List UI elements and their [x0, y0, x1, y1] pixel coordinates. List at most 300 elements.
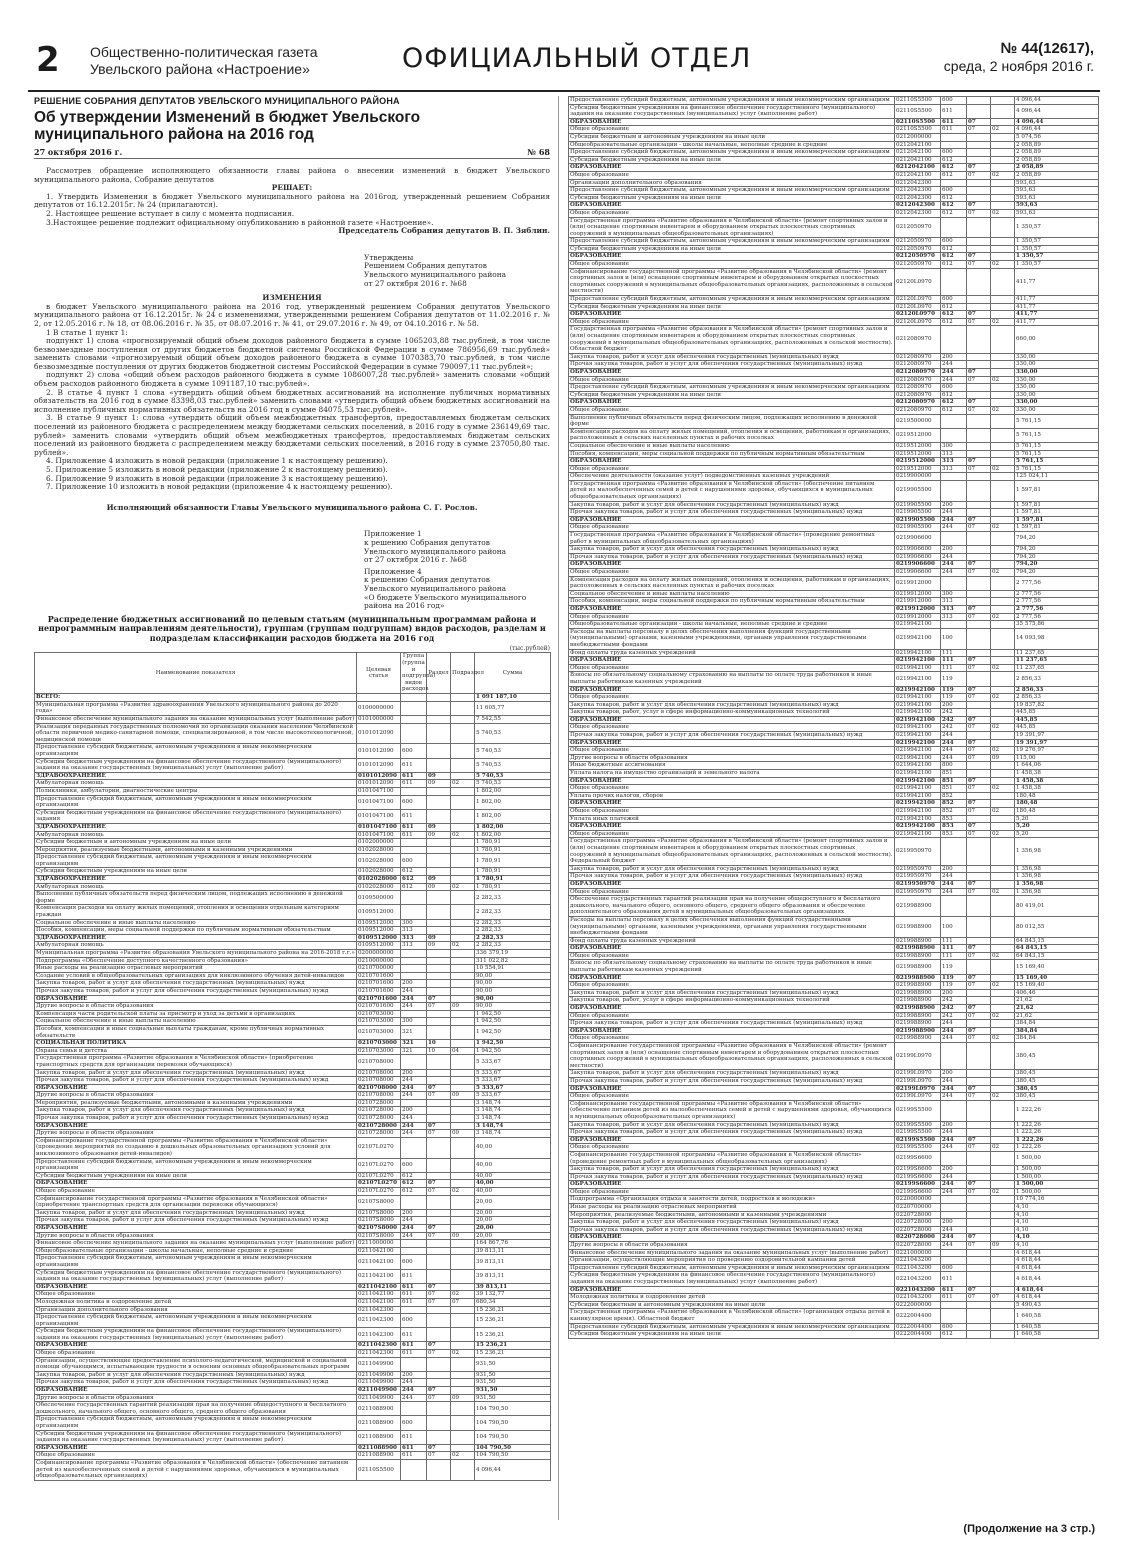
cell-target	[357, 694, 401, 702]
table-row	[569, 561, 1099, 569]
cell-group: 612	[941, 303, 967, 311]
table-row	[35, 1452, 551, 1460]
cell-target: 02107L0270	[357, 1137, 401, 1158]
cell-group: 244	[401, 995, 427, 1003]
cell-name: Предоставление субсидий бюджетным, автономным учреждениям и иным некоммерческим организациям	[569, 1323, 895, 1331]
cell-target: 0219905500	[895, 480, 941, 501]
cell-name: ОБРАЗОВАНИЕ	[569, 739, 895, 747]
cell-sum: 5 761,15	[1015, 414, 1099, 428]
cell-sum: 15 169,40	[1015, 960, 1099, 974]
cell-subsection	[991, 268, 1015, 295]
cell-group: 611	[941, 1294, 967, 1302]
cell-group: 244	[941, 569, 967, 577]
table-row	[569, 553, 1099, 561]
cell-subsection	[991, 1331, 1015, 1339]
cell-group: 244	[941, 1226, 967, 1234]
cell-group: 611	[401, 1328, 427, 1342]
cell-sum: 40,00	[475, 1137, 551, 1158]
table-row	[569, 732, 1099, 740]
table-row	[569, 428, 1099, 442]
cell-subsection	[991, 1173, 1015, 1181]
table-row	[569, 747, 1099, 755]
cell-name: Компенсация расходов на оплату жилых помещений, отопления и освещения отдельным категориям граждан	[35, 905, 357, 919]
cell-section: 07	[967, 1188, 991, 1196]
cell-group: 611	[941, 1286, 967, 1294]
cell-group: 612	[941, 399, 967, 407]
cell-subsection	[991, 672, 1015, 686]
cell-sum: 406,46	[1015, 989, 1099, 997]
cell-target: 0219988900	[895, 960, 941, 974]
table-row	[569, 1226, 1099, 1234]
table-row	[569, 989, 1099, 997]
cell-name: Общее образование	[569, 694, 895, 702]
cell-name: Амбулаторная помощь	[35, 831, 357, 839]
table-row	[569, 156, 1099, 164]
cell-subsection	[991, 732, 1015, 740]
cell-section	[967, 628, 991, 649]
cell-group	[941, 141, 967, 149]
cell-group: 242	[941, 1012, 967, 1020]
cell-subsection	[991, 960, 1015, 974]
cell-sum: 10 554,91	[475, 965, 551, 973]
cell-subsection: 02	[991, 1035, 1015, 1043]
cell-name: Общее образование	[569, 1188, 895, 1196]
cell-group	[941, 1043, 967, 1070]
cell-name: Общее образование	[569, 524, 895, 532]
table-row	[569, 118, 1099, 126]
cell-target: 0212042300	[895, 209, 941, 217]
cell-subsection	[991, 1264, 1015, 1272]
cell-section	[967, 598, 991, 606]
table-row	[569, 1309, 1099, 1323]
cell-sum: 1 802,00	[475, 795, 551, 809]
cell-section: 07	[427, 995, 451, 1003]
cell-target: 0219950970	[895, 880, 941, 888]
cell-subsection: 07	[991, 1294, 1015, 1302]
cell-section	[427, 1107, 451, 1115]
cell-section	[427, 957, 451, 965]
cell-section	[427, 972, 451, 980]
cell-sum: 1 802,00	[475, 831, 551, 839]
cell-name: ОБРАЗОВАНИЕ	[569, 823, 895, 831]
cell-sum: 593,63	[1015, 202, 1099, 210]
table-row	[35, 1357, 551, 1371]
cell-target: 0219906600	[895, 553, 941, 561]
table-row	[569, 709, 1099, 717]
cell-subsection	[451, 809, 475, 823]
cell-group: 244	[401, 1115, 427, 1123]
cell-sum: 104 790,50	[475, 1452, 551, 1460]
table-row	[35, 1298, 551, 1306]
cell-section: 07	[967, 945, 991, 953]
cell-name: Закупка товаров, работ и услуг для обеспечения государственных (муниципальных) нужд	[569, 1070, 895, 1078]
table-row	[569, 1085, 1099, 1093]
cell-sum: 5,20	[1015, 830, 1099, 838]
cell-sum: 5,20	[1015, 823, 1099, 831]
cell-sum: 330,00	[1015, 399, 1099, 407]
cell-name: Общее образование	[35, 1188, 357, 1196]
table-row	[35, 823, 551, 831]
cell-target: 0219942100	[895, 815, 941, 823]
cell-section	[427, 1137, 451, 1158]
table-row	[569, 368, 1099, 376]
cell-section: 07	[967, 516, 991, 524]
cell-name: Субсидии бюджетным учреждениям на иные цели	[569, 156, 895, 164]
cell-name: Другие вопросы в области образования	[35, 1232, 357, 1240]
cell-subsection	[451, 823, 475, 831]
cell-section: 07	[967, 1012, 991, 1020]
cell-section: 07	[967, 747, 991, 755]
cell-sum: 20,00	[475, 1217, 551, 1225]
table-row	[35, 839, 551, 847]
cell-name: Софинансирование государственной программы «Развитие образования в Челябинской области» (ремонт спортивных залов и (или) оснащение спортивным инвентарем и оборудованием открытых плоскостных спортивных сооружений в муниципальных общеобразовательных организациях, расположенных в сельской местности)	[570, 1043, 893, 1069]
cell-section: 10	[427, 1040, 451, 1048]
cell-name: Общее образование	[569, 171, 895, 179]
cell-target: 0220000000	[895, 1196, 941, 1204]
cell-group: 200	[941, 1166, 967, 1174]
cell-sum: 1 597,81	[1015, 509, 1099, 517]
cell-section: 07	[967, 605, 991, 613]
cell-name: ОБРАЗОВАНИЕ	[569, 1234, 895, 1242]
cell-subsection	[991, 353, 1015, 361]
cell-sum: 19 276,97	[1015, 747, 1099, 755]
cell-sum: 35 575,86	[1015, 621, 1099, 629]
cell-subsection	[991, 368, 1015, 376]
table-row	[569, 598, 1099, 606]
cell-subsection	[991, 823, 1015, 831]
cell-name: Прочая закупка товаров, работ и услуг для обеспечения государственных (муниципальных) нужд	[569, 873, 895, 881]
cell-group: 244	[941, 873, 967, 881]
cell-sum: 2 058,89	[1015, 141, 1099, 149]
table-row	[569, 1144, 1099, 1152]
cell-name: Мероприятия, реализуемые бюджетными, автономными и казенными учреждениями	[35, 1099, 357, 1107]
cell-subsection	[991, 1272, 1015, 1286]
cell-section: 07	[427, 1444, 451, 1452]
cell-group	[941, 179, 967, 187]
cell-section: 07	[967, 1005, 991, 1013]
cell-group: 852	[941, 792, 967, 800]
cell-name: Иные расходы на реализацию отраслевых мероприятий	[35, 965, 357, 973]
cell-group	[941, 1151, 967, 1165]
cell-subsection	[991, 1121, 1015, 1129]
cell-name: Организации, осуществляющие предоставление психолого-педагогической, медицинской и социальной помощи обучающимся, испытывающим трудности в освоении основных общеобразовательных программ	[35, 1357, 357, 1371]
cell-subsection: 02	[991, 694, 1015, 702]
cell-group: 612	[941, 1331, 967, 1339]
cell-target: 02199L0970	[895, 1070, 941, 1078]
cell-name: Иные бюджетные ассигнования	[569, 762, 895, 770]
table-row	[35, 1077, 551, 1085]
cell-subsection: 02	[991, 126, 1015, 134]
cell-sum: 64 843,15	[1015, 945, 1099, 953]
cell-subsection: 04	[451, 1047, 475, 1055]
cell-target: 0219942100	[895, 657, 941, 665]
cell-group: 111	[941, 952, 967, 960]
cell-section	[967, 1043, 991, 1070]
cell-name: Общее образование	[569, 785, 895, 793]
cell-subsection: 02	[991, 1093, 1015, 1101]
cell-name: Общее образование	[569, 613, 895, 621]
table-row	[569, 238, 1099, 246]
cell-name: Расходы на выплаты персоналу в целях обеспечения выполнения функций государственными (муниципальными) органами, казенными учреждениями, органами управления государственными внебюджетными фондами	[569, 916, 895, 937]
cell-section	[967, 1323, 991, 1331]
cell-section	[427, 795, 451, 809]
cell-name: Взносы по обязательному социальному страхованию на выплаты по оплате труда работников и иные выплаты работникам казенных учреждений	[569, 960, 895, 974]
cell-name: Предоставление субсидий бюджетным, автономным учреждениям и иным некоммерческим организациям	[569, 149, 895, 157]
cell-subsection	[451, 839, 475, 847]
issue-number: № 44(12617),	[1000, 40, 1094, 57]
cell-target: 0219942100	[895, 823, 941, 831]
cell-group: 244	[941, 1129, 967, 1137]
table-row	[569, 621, 1099, 629]
table-row	[35, 701, 551, 715]
cell-name: Общее образование	[569, 1144, 895, 1152]
table-row	[569, 945, 1099, 953]
cell-group: 244	[941, 1136, 967, 1144]
cell-subsection	[991, 311, 1015, 319]
cell-sum: 1 458,38	[1015, 770, 1099, 778]
cell-section: 07	[427, 1283, 451, 1291]
cell-sum: 15 169,40	[1015, 982, 1099, 990]
cell-section	[967, 997, 991, 1005]
cell-group: 611	[401, 1269, 427, 1283]
cell-name: Общее образование	[569, 724, 895, 732]
cell-target: 0220728000	[895, 1211, 941, 1219]
cell-subsection	[451, 1283, 475, 1291]
cell-group: 611	[941, 104, 967, 118]
cell-group: 244	[401, 1084, 427, 1092]
cell-section: 07	[427, 1452, 451, 1460]
cell-section: 07	[427, 1084, 451, 1092]
cell-section	[427, 787, 451, 795]
cell-target: 0109512000	[357, 905, 401, 919]
cell-sum: 330,00	[1015, 368, 1099, 376]
cell-name: Софинансирование государственной программы «Развитие образования в Челябинской области» (приобретение транспортных средств для организации перевозки обучающихся)	[35, 1195, 357, 1209]
cell-name: Общее образование	[569, 808, 895, 816]
cell-section: 07	[967, 1136, 991, 1144]
changes-c1: 1 В статье 1 пункт 1:	[46, 327, 128, 337]
cell-group: 200	[401, 1069, 427, 1077]
table-row	[569, 194, 1099, 202]
cell-sum: 330,00	[1015, 361, 1099, 369]
cell-sum: 384,84	[1015, 1020, 1099, 1028]
cell-subsection	[991, 770, 1015, 778]
cell-section	[427, 716, 451, 724]
cell-target: 02107L0270	[357, 1180, 401, 1188]
table-row	[569, 952, 1099, 960]
cell-target: 0219988900	[895, 1005, 941, 1013]
cell-subsection	[451, 1357, 475, 1371]
cell-section	[967, 238, 991, 246]
cell-sum: 593,63	[1015, 187, 1099, 195]
cell-name: ОБРАЗОВАНИЕ	[569, 164, 895, 172]
table-row	[569, 792, 1099, 800]
decision-p3: 3.Настоящее решение подлежит официальному опубликованию в районной газете «Настроение».	[46, 217, 434, 227]
cell-section	[967, 815, 991, 823]
cell-subsection	[991, 509, 1015, 517]
decision-date: 27 октября 2016 г.	[34, 147, 123, 157]
cell-group: 244	[941, 1093, 967, 1101]
cell-section	[967, 621, 991, 629]
table-row	[569, 982, 1099, 990]
cell-name: Предоставление субсидий бюджетным, автономным учреждениям и иным некоммерческим организациям	[35, 795, 357, 809]
cell-group	[941, 621, 967, 629]
cell-section	[967, 1272, 991, 1286]
cell-group: 119	[941, 694, 967, 702]
cell-section	[427, 1269, 451, 1283]
cell-subsection	[451, 905, 475, 919]
cell-target: 0219988900	[895, 1035, 941, 1043]
cell-sum: 4,10	[1015, 1234, 1099, 1242]
cell-subsection	[991, 1204, 1015, 1212]
cell-sum: 445,85	[1015, 724, 1099, 732]
cell-section	[427, 701, 451, 715]
table-row	[569, 777, 1099, 785]
cell-group	[401, 1055, 427, 1069]
cell-target: 0211042100	[357, 1283, 401, 1291]
cell-group	[401, 701, 427, 715]
cell-name: Софинансирование государственной программы «Развитие образования в Челябинской области» (проведение ремонтных работ в муниципальных общеобразовательных организациях)	[569, 1151, 895, 1165]
cell-subsection	[451, 1084, 475, 1092]
cell-sum: 5 761,15	[1015, 458, 1099, 466]
cell-sum: 1 356,98	[1015, 865, 1099, 873]
cell-name: ОБРАЗОВАНИЕ	[35, 1387, 357, 1395]
table-row	[569, 1077, 1099, 1085]
cell-sum: 15 236,21	[475, 1350, 551, 1358]
cell-section: 07	[967, 880, 991, 888]
cell-group: 244	[941, 732, 967, 740]
cell-name: Субсидии бюджетным учреждениям на финансовое обеспечение государственного (муниципального) задания на оказание государственных (муниципальных) услуг (выполнение работ)	[569, 1272, 895, 1286]
table-row	[35, 919, 551, 927]
cell-section	[967, 353, 991, 361]
table-row	[569, 524, 1099, 532]
cell-section	[427, 854, 451, 868]
cell-subsection	[451, 1217, 475, 1225]
cell-subsection: 09	[991, 754, 1015, 762]
cell-subsection	[991, 1166, 1015, 1174]
table-row	[569, 442, 1099, 450]
cell-target: 0101047100	[357, 809, 401, 823]
table-row	[35, 1306, 551, 1314]
cell-name: ОБРАЗОВАНИЕ	[569, 1085, 895, 1093]
cell-sum: 2 777,56	[1015, 605, 1099, 613]
cell-group	[941, 133, 967, 141]
cell-target: 0211042100	[357, 1269, 401, 1283]
cell-target: 02110S5500	[357, 1459, 401, 1480]
cell-section	[967, 1151, 991, 1165]
cell-subsection	[991, 238, 1015, 246]
cell-target: 0212042300	[895, 194, 941, 202]
cell-name: Предоставление субсидий бюджетным, автономным учреждениям и иным некоммерческим организациям	[35, 1416, 357, 1430]
cell-section	[967, 989, 991, 997]
cell-subsection	[451, 1328, 475, 1342]
cell-name: Иные расходы на реализацию отраслевых мероприятий	[569, 1204, 895, 1212]
cell-group: 313	[401, 934, 427, 942]
cell-group: 200	[941, 989, 967, 997]
table-row	[569, 1005, 1099, 1013]
table-row	[569, 1331, 1099, 1339]
cell-target: 0219942100	[895, 716, 941, 724]
cell-subsection	[451, 1055, 475, 1069]
cell-target: 0219906600	[895, 532, 941, 546]
table-row	[569, 716, 1099, 724]
table-row	[569, 590, 1099, 598]
cell-section	[967, 133, 991, 141]
approved-block	[364, 254, 550, 288]
cell-subsection	[991, 865, 1015, 873]
cell-group: 244	[941, 1020, 967, 1028]
cell-group	[401, 1099, 427, 1107]
cell-subsection	[451, 1444, 475, 1452]
cell-group: 612	[941, 209, 967, 217]
cell-section	[967, 649, 991, 657]
table-row	[569, 253, 1099, 261]
table-row	[569, 1136, 1099, 1144]
cell-section: 07	[967, 754, 991, 762]
cell-name: ОБРАЗОВАНИЕ	[569, 202, 895, 210]
table-row	[35, 1188, 551, 1196]
cell-target: 0211042300	[357, 1314, 401, 1328]
cell-name: Общеобразовательные организации - школы начальные, неполные средние и средние	[35, 1247, 357, 1255]
cell-sum: 5 333,67	[475, 1092, 551, 1100]
table-row	[569, 672, 1099, 686]
table-row	[35, 1232, 551, 1240]
table-row	[569, 501, 1099, 509]
cell-subsection	[991, 716, 1015, 724]
cell-section	[967, 303, 991, 311]
cell-sum: 115,00	[1015, 754, 1099, 762]
section-title: ОФИЦИАЛЬНЫЙ ОТДЕЛ	[402, 43, 752, 74]
cell-subsection	[991, 1249, 1015, 1257]
cell-sum: 11 237,65	[1015, 657, 1099, 665]
cell-name: Пособия, компенсации и иные социальные выплаты гражданам, кроме публичных нормативных обязательств	[35, 1025, 357, 1039]
cell-subsection	[991, 1301, 1015, 1309]
cell-name: Закупка товаров, работ, услуг в сфере информационно-коммуникационных технологий	[569, 997, 895, 1005]
cell-name: Общее образование	[569, 209, 895, 217]
cell-name: Финансовое обеспечение муниципального задания на оказание муниципальных услуг (выполнение работ)	[35, 716, 357, 724]
cell-group: 611	[941, 126, 967, 134]
cell-section: 07	[967, 1035, 991, 1043]
cell-group: 200	[401, 1209, 427, 1217]
cell-target: 0210728000	[357, 1122, 401, 1130]
cell-group	[401, 1195, 427, 1209]
cell-target: 0102028000	[357, 846, 401, 854]
cell-name: Общее образование	[569, 952, 895, 960]
cell-subsection	[991, 1077, 1015, 1085]
table-row	[569, 1027, 1099, 1035]
table-row	[35, 1240, 551, 1248]
cell-name: ОБРАЗОВАНИЕ	[569, 605, 895, 613]
cell-name: ОБРАЗОВАНИЕ	[569, 561, 895, 569]
cell-group: 244	[401, 1387, 427, 1395]
cell-target: 0219512000	[895, 458, 941, 466]
changes-c4: 4. Приложение 4 изложить в новой редакции (приложение 1 к настоящему решению).	[46, 456, 388, 466]
cell-section	[427, 1055, 451, 1069]
cell-group: 244	[941, 1234, 967, 1242]
cell-target: 02199S6600	[895, 1166, 941, 1174]
cell-target: 0210728000	[357, 1115, 401, 1123]
cell-name: Общее образование	[569, 1035, 895, 1043]
cell-section	[967, 414, 991, 428]
col-header-subsection: Подраздел	[451, 653, 475, 694]
cell-group: 111	[941, 945, 967, 953]
cell-subsection	[451, 716, 475, 724]
cell-subsection	[991, 1020, 1015, 1028]
cell-target: 0101012090	[357, 780, 401, 788]
cell-name: Амбулаторная помощь	[35, 780, 357, 788]
table-row	[35, 809, 551, 823]
cell-sum: 1 780,91	[475, 868, 551, 876]
cell-target: 0210728000	[357, 1107, 401, 1115]
